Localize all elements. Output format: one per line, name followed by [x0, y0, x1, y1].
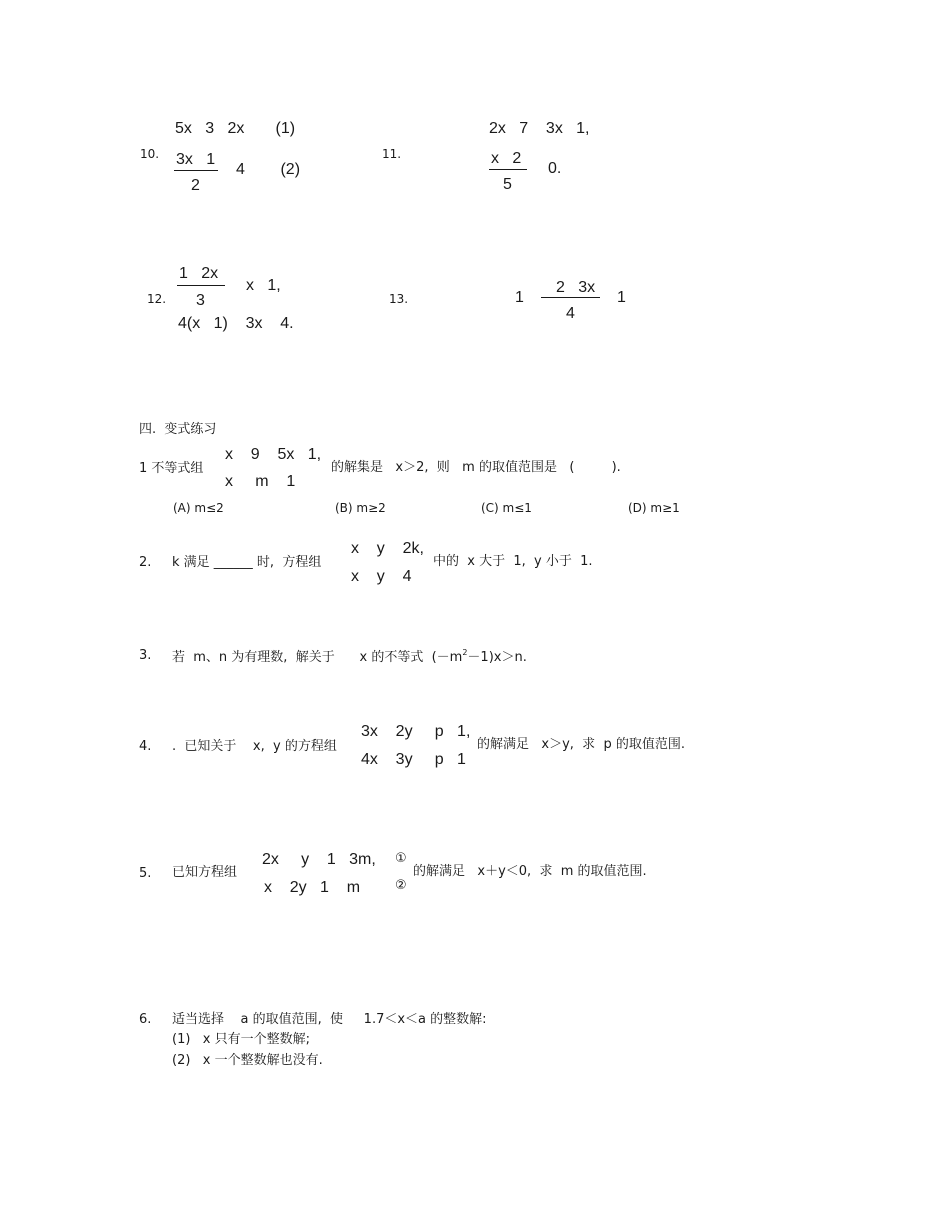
problem-13-number: 13.	[389, 292, 409, 306]
q4-suffix: 的解满足 x＞y, 求 p 的取值范围.	[477, 737, 685, 752]
q5-marker-1: ①	[395, 851, 407, 866]
problem-11-number: 11.	[382, 147, 402, 161]
problem-11-fraction-denominator: 5	[503, 176, 512, 193]
problem-10-fraction-numerator: 3x 1	[176, 151, 216, 168]
problem-13-fraction-numerator: 2 3x	[556, 279, 596, 296]
q1-option-a: (A) m≤2	[173, 501, 224, 515]
problem-11-fraction-bar	[489, 169, 527, 170]
q3-text-b: －1)x＞n.	[467, 650, 527, 665]
problem-10-number: 10.	[140, 147, 160, 161]
q6-text: 适当选择 a 的取值范围, 使 1.7＜x＜a 的整数解:	[172, 1012, 487, 1027]
section-title: 四. 变式练习	[139, 422, 217, 437]
q5-system-row1: 2x y 1 3m,	[262, 851, 376, 868]
problem-12-line1-rest: x 1,	[246, 277, 281, 294]
q2-system-row1: x y 2k,	[351, 540, 424, 557]
problem-11-line1: 2x 7 3x 1,	[489, 120, 590, 137]
problem-10-fraction-denominator: 2	[191, 177, 200, 194]
problem-11-line2-rest: 0.	[548, 160, 562, 177]
problem-12-line2: 4(x 1) 3x 4.	[178, 315, 294, 332]
q2-suffix: 中的 x 大于 1, y 小于 1.	[433, 554, 593, 569]
problem-12-fraction-bar	[177, 285, 225, 286]
q5-system-row2: x 2y 1 m	[264, 879, 361, 896]
q5-marker-2: ②	[395, 878, 407, 893]
q4-prefix: . 已知关于 x, y 的方程组	[172, 739, 337, 754]
problem-12-fraction-denominator: 3	[196, 292, 205, 309]
q6-number: 6.	[139, 1012, 152, 1027]
q4-system-row2: 4x 3y p 1	[361, 751, 466, 768]
problem-12-number: 12.	[147, 292, 167, 306]
q1-system-row1: x 9 5x 1,	[225, 446, 322, 463]
problem-13-right: 1	[617, 289, 626, 306]
q2-system-row2: x y 4	[351, 568, 412, 585]
problem-10-fraction-bar	[174, 170, 218, 171]
q6-subitem-2: (2) x 一个整数解也没有.	[172, 1053, 323, 1068]
q3-number: 3.	[139, 648, 152, 663]
q6-subitem-1: (1) x 只有一个整数解;	[172, 1032, 311, 1047]
q2-prefix: k 满足 ______ 时, 方程组	[172, 555, 322, 570]
q4-system-row1: 3x 2y p 1,	[361, 723, 471, 740]
problem-13-fraction-bar	[541, 297, 600, 298]
q3-superscript: 2	[462, 648, 468, 657]
q5-prefix: 已知方程组	[172, 865, 238, 880]
q1-option-d: (D) m≥1	[628, 501, 680, 515]
problem-10-line2-rest: 4 (2)	[236, 161, 301, 178]
q1-prefix: 1 不等式组	[139, 461, 204, 476]
q4-number: 4.	[139, 739, 152, 754]
problem-11-fraction-numerator: x 2	[491, 150, 522, 167]
q5-suffix: 的解满足 x＋y＜0, 求 m 的取值范围.	[413, 864, 647, 879]
q1-option-b: (B) m≥2	[335, 501, 386, 515]
q1-suffix: 的解集是 x＞2, 则 m 的取值范围是 ( ).	[331, 460, 621, 475]
problem-12-fraction-numerator: 1 2x	[179, 265, 219, 282]
q2-number: 2.	[139, 555, 152, 570]
q3-text-a: 若 m、n 为有理数, 解关于 x 的不等式 (－m	[172, 650, 463, 665]
q1-system-row2: x m 1	[225, 473, 296, 490]
problem-13-left: 1	[515, 289, 524, 306]
q1-option-c: (C) m≤1	[481, 501, 532, 515]
q5-number: 5.	[139, 866, 152, 881]
problem-10-line1: 5x 3 2x (1)	[175, 120, 296, 137]
problem-13-fraction-denominator: 4	[566, 305, 575, 322]
q3-text	[172, 649, 527, 664]
